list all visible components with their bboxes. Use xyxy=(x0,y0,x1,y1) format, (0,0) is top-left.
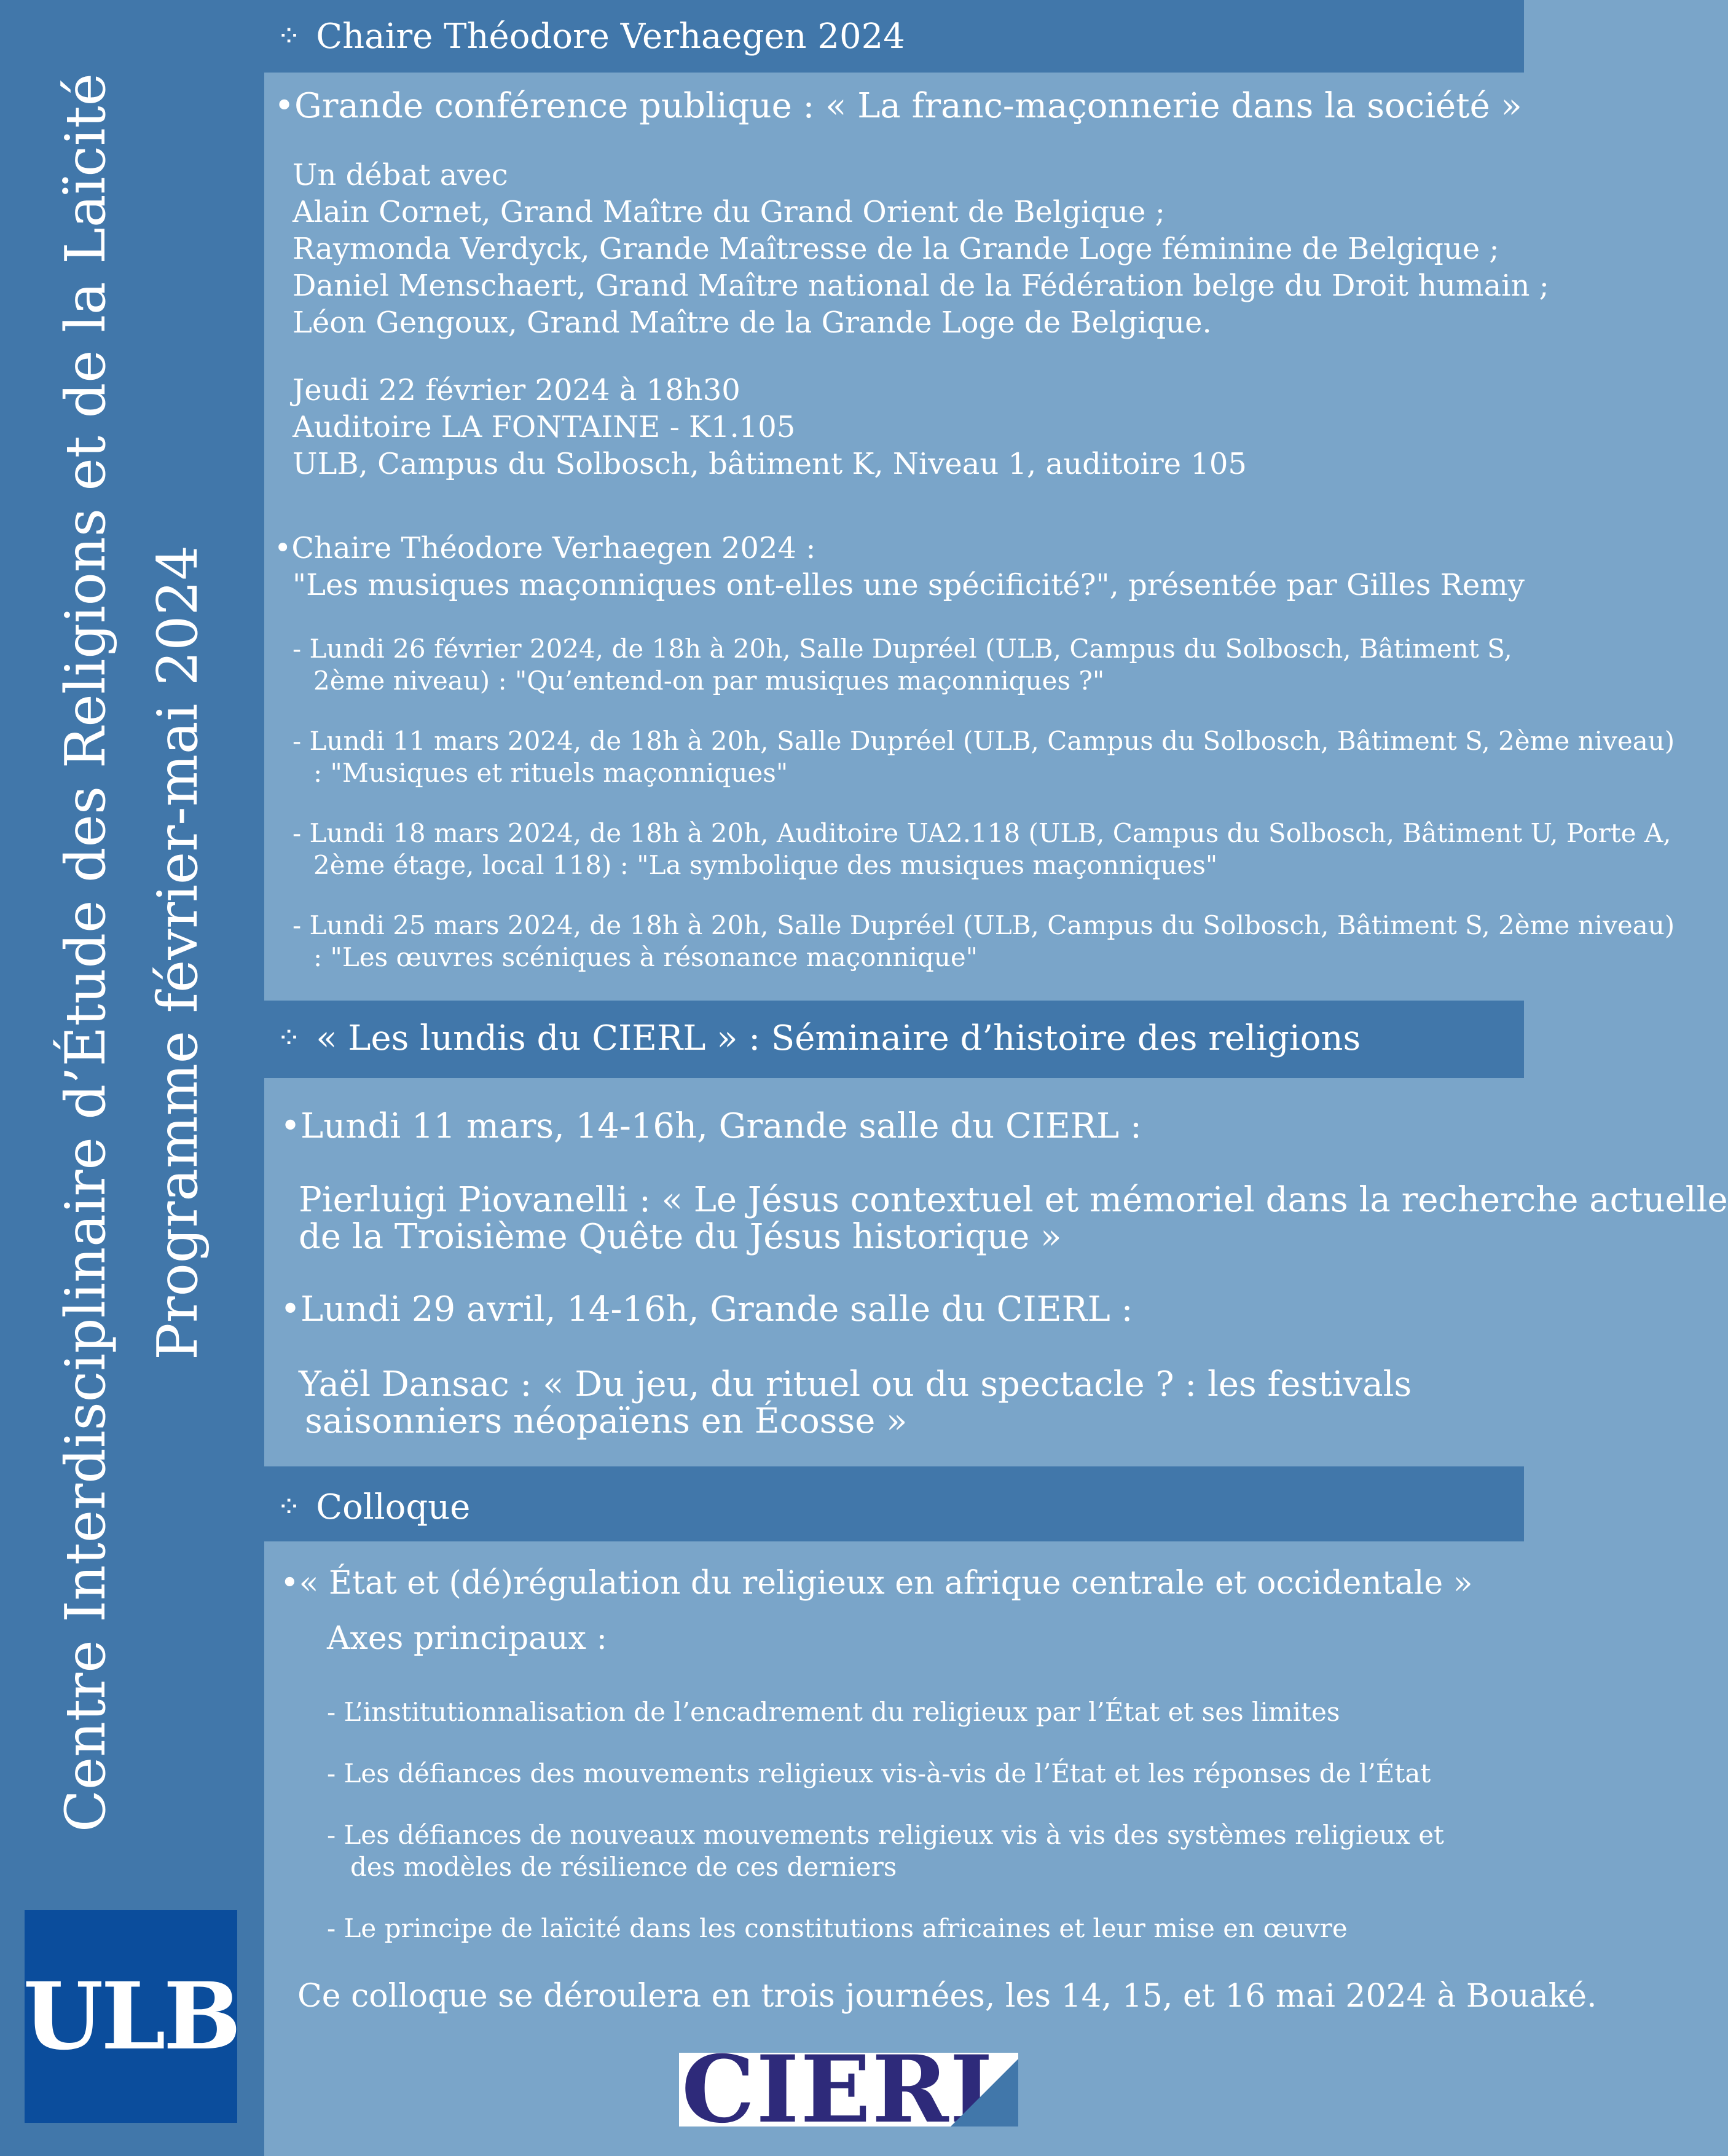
bullet-dots-icon: ⁘ xyxy=(277,19,302,53)
seminar-item-title: •Lundi 29 avril, 14-16h, Grande salle du CIERL : xyxy=(280,1289,1133,1329)
section-header-lundis xyxy=(264,1001,1524,1076)
section-header-colloque xyxy=(264,1473,1524,1541)
chaire-title: •Chaire Théodore Verhaegen 2024 : xyxy=(274,531,816,565)
section-header-text: « Les lundis du CIERL » : Séminaire d’histoire des religions xyxy=(316,1018,1361,1058)
debate-line: Daniel Menschaert, Grand Maître national de la Fédération belge du Droit humain ; xyxy=(293,269,1549,303)
session-line: - Lundi 26 février 2024, de 18h à 20h, Salle Dupréel (ULB, Campus du Solbosch, Bâtiment S, xyxy=(293,634,1512,664)
event-line: ULB, Campus du Solbosch, bâtiment K, Niveau 1, auditoire 105 xyxy=(293,447,1247,481)
sidebar xyxy=(0,0,264,2156)
seminar-item-title: •Lundi 11 mars, 14-16h, Grande salle du CIERL : xyxy=(280,1106,1142,1146)
divider xyxy=(264,1466,1524,1473)
seminar-item-line: Yaël Dansac : « Du jeu, du rituel ou du spectacle ? : les festivals xyxy=(299,1364,1412,1404)
institution-name: Centre Interdisciplinaire d’Étude des Religions et de la Laïcité xyxy=(53,73,118,1832)
colloque-closing: Ce colloque se déroulera en trois journées, les 14, 15, et 16 mai 2024 à Bouaké. xyxy=(297,1978,1597,2015)
sidebar-title-wrap xyxy=(0,0,264,1905)
bullet-dots-icon: ⁘ xyxy=(277,1490,302,1524)
section-header-text: Chaire Théodore Verhaegen 2024 xyxy=(316,16,905,57)
debate-line: Alain Cornet, Grand Maître du Grand Orient de Belgique ; xyxy=(293,195,1165,229)
axis-line: - Le principe de laïcité dans les constitutions africaines et leur mise en œuvre xyxy=(327,1913,1348,1943)
seminar-item-line: de la Troisième Quête du Jésus historique » xyxy=(299,1217,1062,1257)
seminar-item-line: saisonniers néopaïens en Écosse » xyxy=(305,1401,908,1441)
session-line: 2ème étage, local 118) : "La symbolique des musiques maçonniques" xyxy=(313,850,1218,880)
axis-line: des modèles de résilience de ces derniers xyxy=(350,1852,897,1882)
session-line: - Lundi 11 mars 2024, de 18h à 20h, Salle Dupréel (ULB, Campus du Solbosch, Bâtiment S, 2ème niveau) xyxy=(293,726,1675,756)
session-line: 2ème niveau) : "Qu’entend-on par musiques maçonniques ?" xyxy=(313,666,1105,696)
debate-line: Raymonda Verdyck, Grande Maîtresse de la Grande Loge féminine de Belgique ; xyxy=(293,232,1499,266)
ulb-logo xyxy=(25,1910,237,2123)
cierl-logo-corner xyxy=(951,2059,1018,2126)
debate-line: Léon Gengoux, Grand Maître de la Grande Loge de Belgique. xyxy=(293,305,1212,340)
session-line: - Lundi 18 mars 2024, de 18h à 20h, Auditoire UA2.118 (ULB, Campus du Solbosch, Bâtiment U, Porte A, xyxy=(293,818,1671,848)
section-header-chaire xyxy=(264,0,1524,73)
session-line: : "Les œuvres scéniques à résonance maçonnique" xyxy=(313,942,978,972)
chaire-subtitle: "Les musiques maçonniques ont-elles une spécificité?", présentée par Gilles Remy xyxy=(293,568,1525,602)
event-line: Jeudi 22 février 2024 à 18h30 xyxy=(293,373,740,407)
axis-line: - L’institutionnalisation de l’encadrement du religieux par l’État et ses limites xyxy=(327,1697,1340,1727)
bullet-dots-icon: ⁘ xyxy=(277,1021,302,1055)
cierl-logo xyxy=(679,2036,1018,2144)
axes-label: Axes principaux : xyxy=(327,1620,608,1657)
axis-line: - Les défiances de nouveaux mouvements religieux vis à vis des systèmes religieux et xyxy=(327,1820,1444,1850)
program-period: Programme février-mai 2024 xyxy=(146,545,210,1360)
sidebar-vertical-title xyxy=(40,73,224,1832)
seminar-item-line: Pierluigi Piovanelli : « Le Jésus contextuel et mémoriel dans la recherche actuelle xyxy=(299,1180,1728,1220)
section-header-text: Colloque xyxy=(316,1487,471,1527)
axis-line: - Les défiances des mouvements religieux vis-à-vis de l’État et les réponses de l’État xyxy=(327,1758,1431,1788)
colloque-title: •« État et (dé)régulation du religieux en afrique centrale et occidentale » xyxy=(280,1565,1473,1602)
cierl-logo-text: CIERL xyxy=(681,2036,1016,2144)
event-line: Auditoire LA FONTAINE - K1.105 xyxy=(293,410,796,444)
debate-line: Un débat avec xyxy=(293,158,508,192)
session-line: - Lundi 25 mars 2024, de 18h à 20h, Salle Dupréel (ULB, Campus du Solbosch, Bâtiment S, 2ème niveau) xyxy=(293,910,1675,940)
ulb-logo-text: ULB xyxy=(23,1962,239,2071)
session-line: : "Musiques et rituels maçonniques" xyxy=(313,758,788,788)
conference-title: •Grande conférence publique : « La franc-maçonnerie dans la société » xyxy=(274,86,1522,126)
